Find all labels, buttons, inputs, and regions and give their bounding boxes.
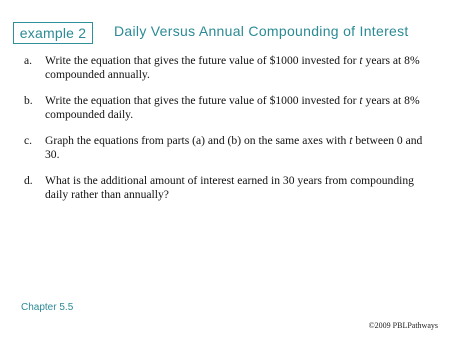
item-text-end: years at 8% compounded daily.	[45, 94, 420, 121]
question-list	[24, 54, 438, 214]
item-text: Graph the equations from parts (a) and (b) on the same axes with	[45, 134, 350, 147]
item-text: What is the additional amount of interest earned in 30 years from compounding daily rather than annually?	[45, 174, 414, 201]
chapter-label: Chapter 5.5	[21, 302, 74, 313]
example-badge: example 2	[13, 22, 93, 44]
slide-header	[13, 22, 450, 46]
variable-t: t	[359, 94, 363, 107]
item-label: d.	[24, 174, 33, 187]
item-text-end: years at 8% compounded annually.	[45, 54, 420, 81]
item-text-end: between 0 and 30.	[45, 134, 423, 161]
item-label: c.	[24, 134, 33, 147]
question-item-c	[24, 134, 438, 162]
item-label: b.	[24, 94, 33, 107]
slide-title: Daily Versus Annual Compounding of Interest	[114, 23, 409, 39]
item-text: Write the equation that gives the future value of $1000 invested for	[45, 54, 360, 67]
question-item-a	[24, 54, 438, 82]
variable-t: t	[349, 134, 353, 147]
variable-t: t	[359, 54, 363, 67]
question-item-d	[24, 174, 438, 202]
question-item-b	[24, 94, 438, 122]
item-text: Write the equation that gives the future value of $1000 invested for	[45, 94, 360, 107]
item-label: a.	[24, 54, 33, 67]
copyright-text: ©2009 PBLPathways	[368, 321, 438, 330]
